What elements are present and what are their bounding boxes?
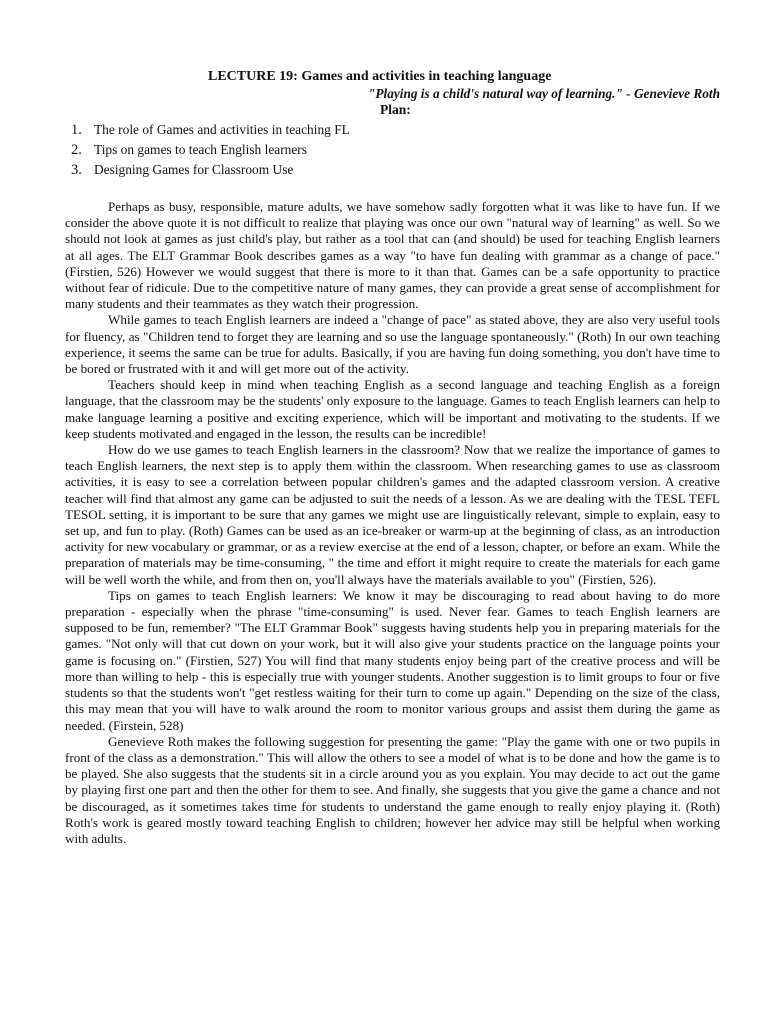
paragraph: Teachers should keep in mind when teaching English as a second language and teaching English as a foreign language, that the classroom may be the students' only exposure to the language. Games to teach English learners can help to make language learning a positive and exciting experience, which will be important and motivating to the students. If we keep students motivated and engaged in the lesson, the results can be incredible! xyxy=(65,377,720,441)
paragraph: Perhaps as busy, responsible, mature adults, we have somehow sadly forgotten what it was like to have fun. If we consider the above quote it is not difficult to realize that playing was once our own "natural way of learning" as well. So we should not look at games as just child's play, but rather as a tool that can (and should) be used for teaching English learners at all ages. The ELT Grammar Book describes games as a way "to have fun dealing with grammar as a change of pace." (Firstien, 526) However we would suggest that there is more to it than that. Games can be a safe opportunity to practice without fear of ridicule. Due to the competitive nature of many games, they can provide a great sense of accomplishment for many students and their teammates as they watch their progression. xyxy=(65,199,720,312)
paragraph: Tips on games to teach English learners: We know it may be discouraging to read about having to do more preparation - especially when the phrase "time-consuming" is used. Never fear. Games to teach English learners are supposed to be fun, remember? "The ELT Grammar Book" suggests having students help you in preparing materials for the games. "Not only will that cut down on your work, but it will also give your students practice on the language points your game is focusing on." (Firstien, 527) You will find that many students enjoy being part of the creative process and will be more than willing to help - this is especially true with younger students. Another suggestion is to limit groups to four or five students so that the students won't "get restless waiting for their turn to come up again." Depending on the size of the class, this may mean that you will have to walk around the room to monitor various groups and assist them during the game as needed. (Firstein, 528) xyxy=(65,587,720,733)
plan-item-number: 2. xyxy=(71,142,82,158)
paragraph: While games to teach English learners are indeed a "change of pace" as stated above, they are also very useful tools for fluency, as "Children tend to forget they are learning and so use the language spontaneously." (Roth) In our own teaching experience, it seems the same can be true for adults. Basically, if you are having fun doing something, you don't have time to be bored or frustrated with it and will get more out of the activity. xyxy=(65,312,720,377)
plan-item-text: Designing Games for Classroom Use xyxy=(94,162,294,177)
plan-item-number: 3. xyxy=(71,162,82,178)
plan-item xyxy=(71,120,720,140)
plan-item-text: The role of Games and activities in teaching FL xyxy=(94,122,350,137)
plan-item xyxy=(71,160,720,180)
plan-item-number: 1. xyxy=(71,122,82,138)
plan-heading: Plan: xyxy=(380,102,411,117)
plan-list xyxy=(65,120,720,180)
paragraph: Genevieve Roth makes the following suggestion for presenting the game: "Play the game with one or two pupils in front of the class as a demonstration." This will allow the others to see a model of what is to be done and how the game is to be played. She also suggests that the students sit in a circle around you as you explain. You may decide to act out the game by playing first one part and then the other for them to see. And finally, she suggests that you give the game a chance and not be discouraged, as it sometimes takes time for students to understand the game enough to really enjoy playing it. (Roth) Roth's work is geared mostly toward teaching English to children; however her advice may still be helpful when working with adults. xyxy=(65,733,720,846)
plan-item xyxy=(71,140,720,160)
lecture-title: LECTURE 19: Games and activities in teaching language xyxy=(208,69,552,84)
epigraph-quote: "Playing is a child's natural way of learning." - Genevieve Roth xyxy=(368,86,720,101)
paragraph: How do we use games to teach English learners in the classroom? Now that we realize the importance of games to teach English learners, the next step is to apply them within the classroom. When researching games to use as classroom activities, it is easy to see a correlation between popular children's games and the adapted classroom version. A creative teacher will find that almost any game can be adjusted to suit the needs of a lesson. As we are dealing with the TESL TEFL TESOL setting, it is important to be sure that any games we might use are linguistically relevant, simple to explain, easy to set up, and fun to play. (Roth) Games can be used as an ice-breaker or warm-up at the beginning of class, as an introduction activity for new vocabulary or grammar, or as a review exercise at the end of a lesson, chapter, or before an exam. While the preparation of materials may be time-consuming, " the time and effort it might require to create the materials for each game will be well worth the while, and from then on, you'll always have the materials available to you" (Firstien, 526). xyxy=(65,442,720,587)
plan-item-text: Tips on games to teach English learners xyxy=(94,142,307,157)
body-text xyxy=(65,199,720,847)
